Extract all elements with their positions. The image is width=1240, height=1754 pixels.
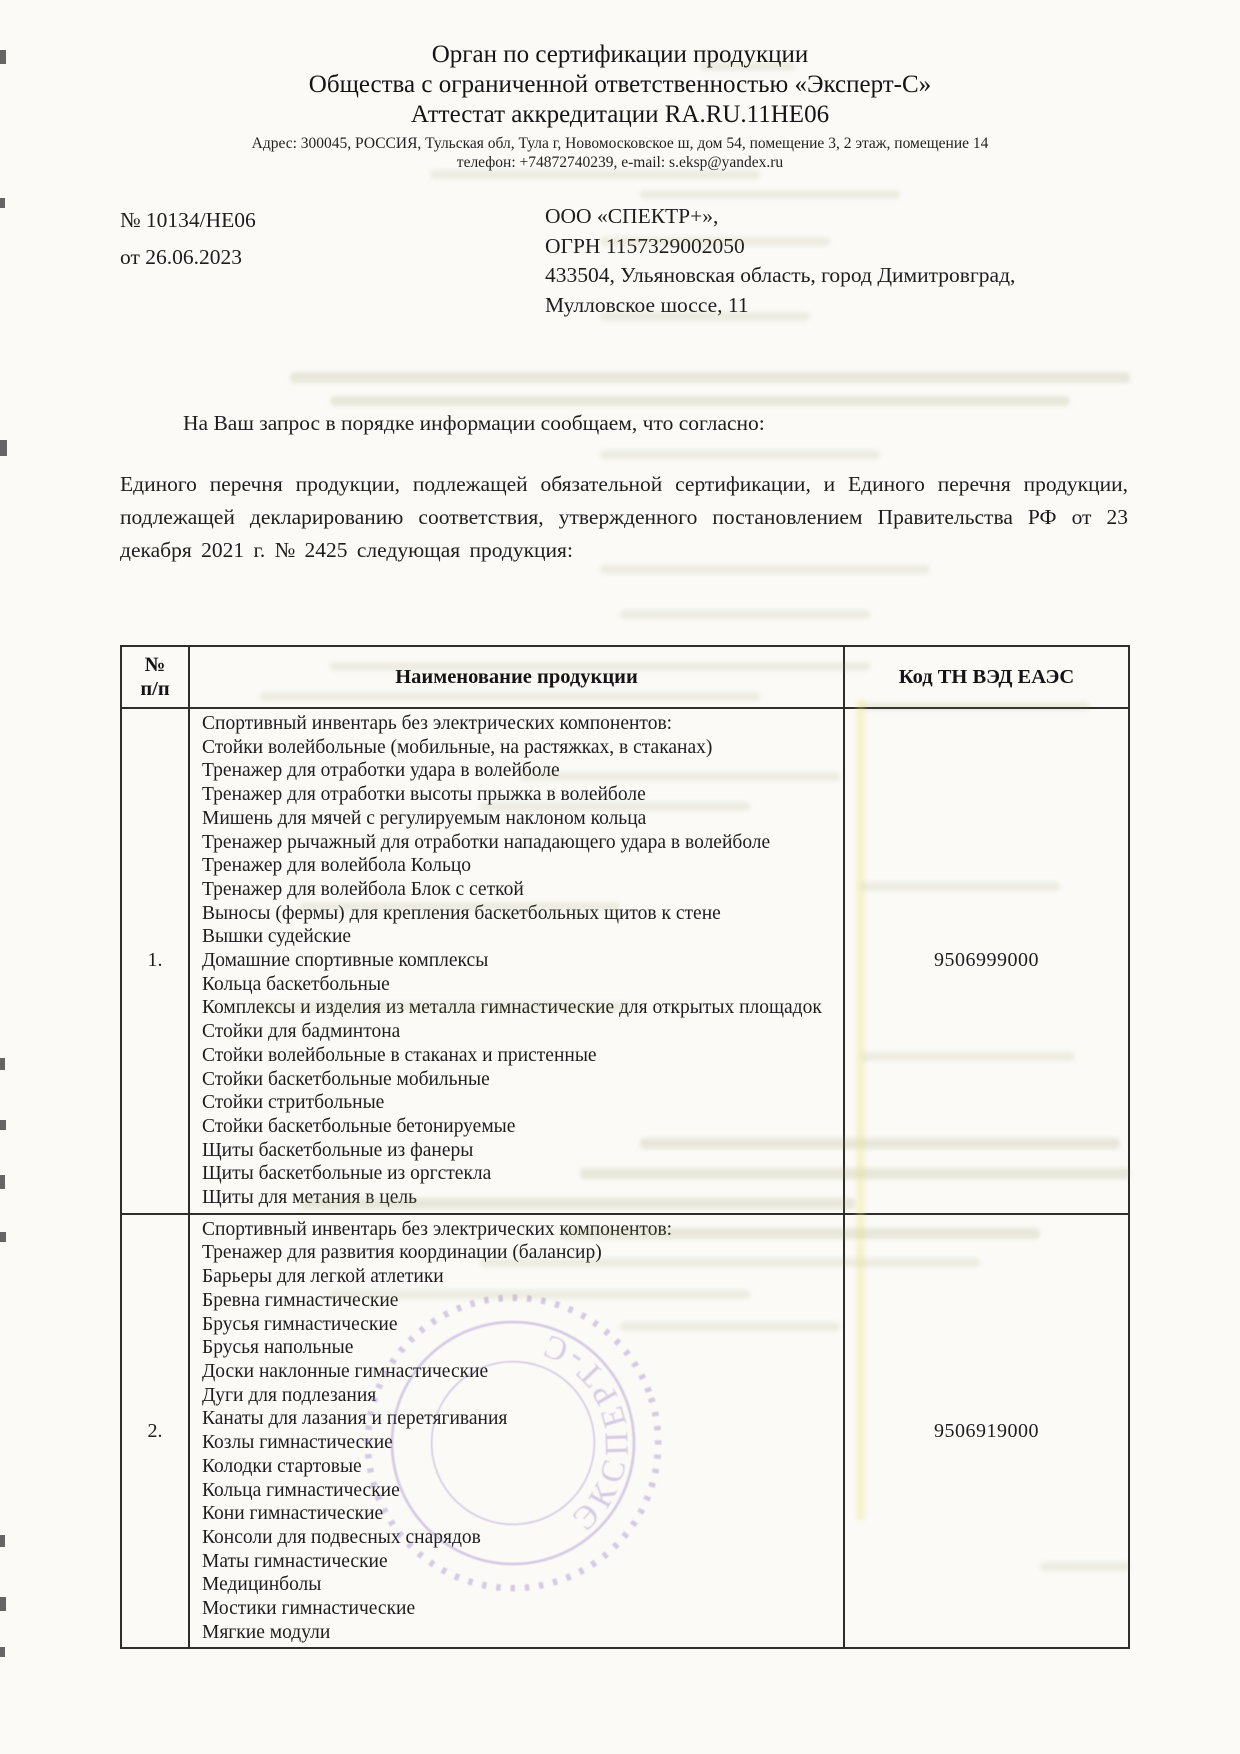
scan-edge-artifact bbox=[0, 440, 7, 456]
product-item-line: Стойки для бадминтона bbox=[202, 1021, 401, 1043]
scan-edge-artifact bbox=[0, 1597, 6, 1611]
scan-edge-artifact bbox=[0, 198, 5, 208]
letterhead bbox=[0, 40, 1240, 172]
product-item-line: Дуги для подлезания bbox=[202, 1384, 377, 1406]
bleed-through-mark bbox=[620, 610, 870, 619]
reference-number: № 10134/НЕ06 bbox=[120, 208, 256, 232]
scan-edge-artifact bbox=[0, 1120, 6, 1130]
product-table-body bbox=[121, 708, 1129, 1648]
column-header-number: № п/п bbox=[121, 646, 189, 708]
row-number-cell: 1. bbox=[121, 708, 189, 1214]
product-item-line: Щиты баскетбольные из фанеры bbox=[202, 1139, 474, 1161]
letterhead-accreditation: Аттестат аккредитации RA.RU.11НЕ06 bbox=[410, 101, 830, 128]
scan-edge-artifact bbox=[0, 1175, 5, 1189]
product-item-line: Консоли для подвесных снарядов bbox=[202, 1526, 481, 1548]
product-item-line: Кольца гимнастические bbox=[202, 1479, 400, 1501]
letterhead-org-line1: Орган по сертификации продукции bbox=[431, 41, 809, 68]
body-paragraph: Единого перечня продукции, подлежащей обязательной сертификации, и Единого перечня продукции, подлежащей декларированию соответствия, утвержденного постановлением Правительства РФ от 23 декабря 2021 г. № 2425 следующая продукция: bbox=[120, 472, 1128, 562]
bleed-through-mark bbox=[330, 396, 1070, 406]
product-names-cell bbox=[189, 1214, 844, 1649]
reference-block bbox=[120, 202, 256, 276]
tnved-code-cell: 9506999000 bbox=[844, 708, 1129, 1214]
product-item-line: Тренажер рычажный для отработки нападающего удара в волейболе bbox=[202, 831, 771, 853]
product-item-line: Кольца баскетбольные bbox=[202, 973, 390, 995]
scan-edge-artifact bbox=[0, 1058, 5, 1070]
products-table bbox=[120, 645, 1130, 1649]
product-item-line: Выносы (фермы) для крепления баскетбольных щитов к стене bbox=[202, 902, 721, 924]
scan-edge-artifact bbox=[0, 1535, 5, 1547]
table-row bbox=[121, 708, 1129, 1214]
product-item-line: Козлы гимнастические bbox=[202, 1432, 393, 1454]
product-item-line: Стойки баскетбольные бетонируемые bbox=[202, 1115, 516, 1137]
table-header-row bbox=[121, 646, 1129, 708]
product-item-line: Тренажер для отработки высоты прыжка в волейболе bbox=[202, 784, 646, 806]
product-item-line: Брусья напольные bbox=[202, 1337, 354, 1359]
addressee-block bbox=[545, 202, 1015, 320]
letterhead-address: Адрес: 300045, РОССИЯ, Тульская обл, Тула г, Новомосковское ш, дом 54, помещение 3, 2 этаж, помещение 14 bbox=[251, 135, 989, 152]
addressee-address-line2: Мулловское шоссе, 11 bbox=[545, 292, 749, 317]
product-item-line: Колодки стартовые bbox=[202, 1455, 362, 1477]
product-item-line: Кони гимнастические bbox=[202, 1503, 384, 1525]
product-item-line: Щиты баскетбольные из оргстекла bbox=[202, 1163, 492, 1185]
product-item-line: Брусья гимнастические bbox=[202, 1313, 398, 1335]
product-item-line: Тренажер для развития координации (балансир) bbox=[202, 1242, 602, 1264]
bleed-through-mark bbox=[600, 450, 880, 459]
product-item-line: Комплексы и изделия из металла гимнастические для открытых площадок bbox=[202, 997, 822, 1019]
product-item-line: Щиты для метания в цель bbox=[202, 1187, 418, 1209]
tnved-code-cell: 9506919000 bbox=[844, 1214, 1129, 1649]
reference-date: от 26.06.2023 bbox=[120, 245, 242, 269]
product-item-line: Вышки судейские bbox=[202, 926, 352, 948]
scan-edge-artifact bbox=[0, 1232, 6, 1242]
product-item-line: Мягкие модули bbox=[202, 1621, 331, 1643]
product-names-cell bbox=[189, 708, 844, 1214]
product-item-line: Тренажер для волейбола Блок с сеткой bbox=[202, 878, 524, 900]
product-item-line: Спортивный инвентарь без электрических компонентов: bbox=[202, 1218, 673, 1240]
product-item-line: Доски наклонные гимнастические bbox=[202, 1360, 489, 1382]
product-item-line: Барьеры для легкой атлетики bbox=[202, 1266, 444, 1288]
addressee-address-line1: 433504, Ульяновская область, город Димитровград, bbox=[545, 263, 1016, 287]
svg-text:ЭКСПЕРТ-С: ЭКСПЕРТ-С bbox=[532, 1324, 636, 1538]
body-intro: На Ваш запрос в порядке информации сообщаем, что согласно: bbox=[183, 411, 765, 435]
product-item-line: Стойки волейбольные (мобильные, на растяжках, в стаканах) bbox=[202, 736, 713, 758]
product-item-line: Мишень для мячей с регулируемым наклоном кольца bbox=[202, 807, 647, 829]
addressee-ogrn: ОГРН 1157329002050 bbox=[545, 233, 745, 258]
product-item-line: Мостики гимнастические bbox=[202, 1598, 416, 1620]
row-number-cell: 2. bbox=[121, 1214, 189, 1649]
product-item-line: Спортивный инвентарь без электрических компонентов: bbox=[202, 713, 673, 734]
product-item-line: Медицинболы bbox=[202, 1574, 322, 1596]
product-item-line: Маты гимнастические bbox=[202, 1550, 388, 1572]
table-row bbox=[121, 1214, 1129, 1649]
bleed-through-mark bbox=[290, 372, 1130, 383]
product-item-line: Канаты для лазания и перетягивания bbox=[202, 1408, 508, 1430]
product-item-line: Бревна гимнастические bbox=[202, 1289, 399, 1311]
product-item-line: Тренажер для волейбола Кольцо bbox=[202, 855, 472, 877]
letterhead-contacts: телефон: +74872740239, e-mail: s.eksp@yandex.ru bbox=[456, 154, 784, 171]
product-item-line: Стойки волейбольные в стаканах и пристенные bbox=[202, 1044, 597, 1066]
column-header-tnved-code: Код ТН ВЭД ЕАЭС bbox=[844, 646, 1129, 708]
product-item-line: Стойки стритбольные bbox=[202, 1092, 385, 1114]
product-item-line: Тренажер для отработки удара в волейболе bbox=[202, 760, 560, 782]
bleed-through-mark bbox=[640, 190, 900, 199]
scan-edge-artifact bbox=[0, 1647, 5, 1657]
product-item-line: Домашние спортивные комплексы bbox=[202, 950, 489, 972]
column-header-product-name: Наименование продукции bbox=[189, 646, 844, 708]
letterhead-org-line2: Общества с ограниченной ответственностью «Эксперт-С» bbox=[308, 71, 932, 98]
addressee-name: ООО «СПЕКТР+», bbox=[545, 204, 719, 228]
product-item-line: Стойки баскетбольные мобильные bbox=[202, 1068, 490, 1090]
